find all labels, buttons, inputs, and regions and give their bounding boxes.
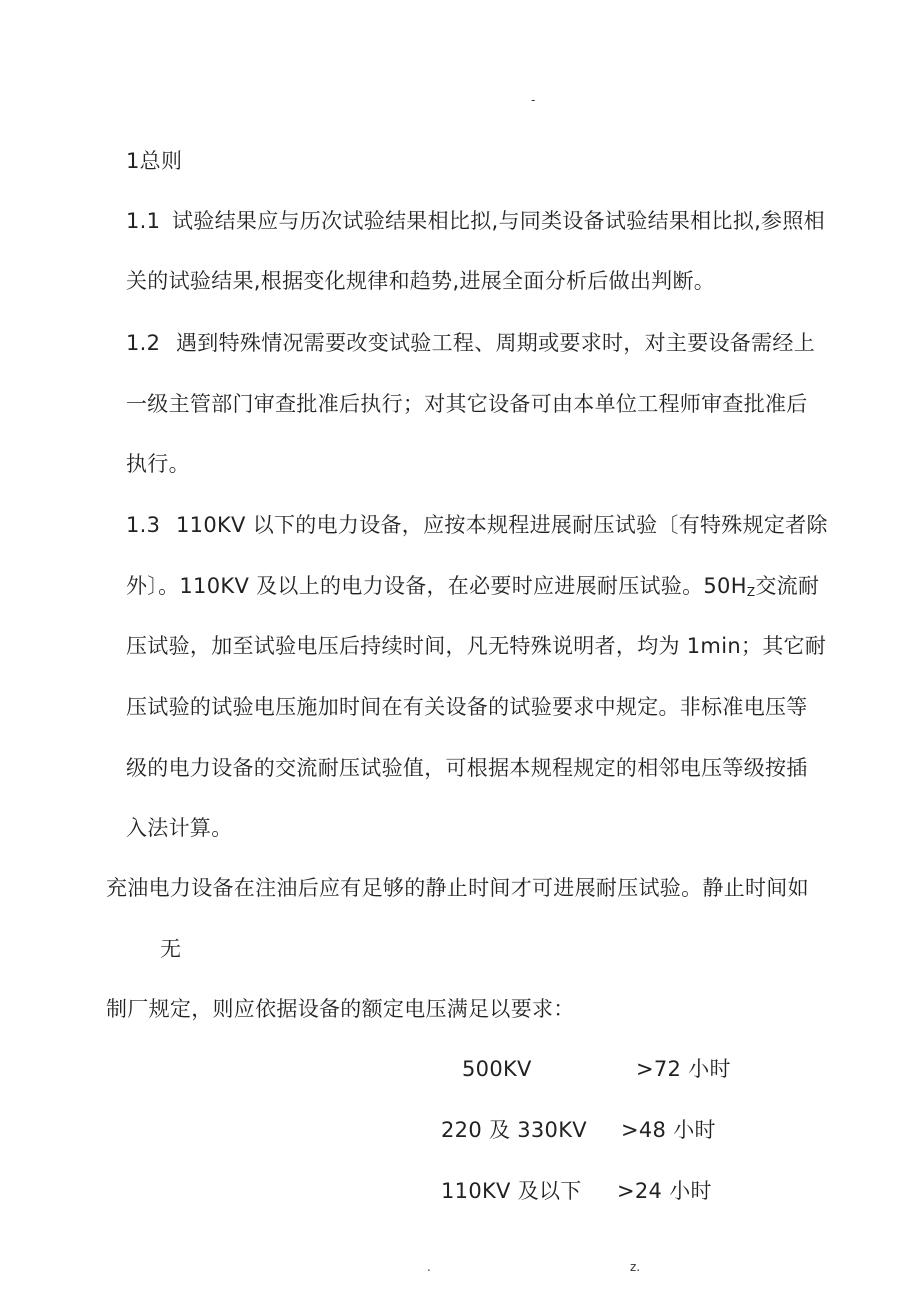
clause-1-3-line-3: 压试验，加至试验电压后持续时间，凡无特殊说明者，均为 1min；其它耐: [126, 634, 827, 658]
clause-1-3-line-2: [126, 573, 819, 605]
clause-1-1-line-1: 试验结果应与历次试验结果相比拟,与同类设备试验结果相比拟,参照相: [172, 209, 825, 233]
clause-1-2-line-3: 执行。: [126, 452, 190, 476]
standing-time-voltage-1: 500KV: [462, 1057, 532, 1081]
footer-mark-left: .: [427, 1260, 431, 1274]
frequency-subscript: Z: [746, 585, 756, 599]
section-title: 1总则: [126, 149, 183, 173]
clause-1-3-line-2-text: 外〕。110KV 及以上的电力设备，在必要时应进展耐压试验。50H: [126, 574, 747, 598]
oil-paragraph-line-1: 充油电力设备在注油后应有足够的静止时间才可进展耐压试验。静止时间如: [106, 876, 809, 900]
oil-paragraph-line-3: 制厂规定，则应依据设备的额定电压满足以要求：: [106, 997, 575, 1021]
standing-time-hours-1: >72 小时: [636, 1057, 731, 1081]
clause-1-2-number: 1.2: [126, 331, 161, 355]
footer-mark-right: z.: [630, 1260, 641, 1274]
oil-paragraph-line-2: 无: [160, 937, 182, 961]
clause-1-2-line-2: 一级主管部门审查批准后执行；对其它设备可由本单位工程师审查批准后: [126, 392, 808, 416]
clause-1-3-line-2-tail: 交流耐: [755, 574, 820, 598]
clause-1-3-line-1: 110KV 以下的电力设备，应按本规程进展耐压试验〔有特殊规定者除: [176, 513, 828, 537]
header-mark: -: [531, 93, 536, 107]
clause-1-3-line-4: 压试验的试验电压施加时间在有关设备的试验要求中规定。非标准电压等: [126, 695, 808, 719]
standing-time-hours-2: >48 小时: [621, 1118, 716, 1142]
clause-1-3-number: 1.3: [126, 513, 161, 537]
clause-1-1-number: 1.1: [126, 209, 161, 233]
standing-time-hours-3: >24 小时: [617, 1179, 712, 1203]
clause-1-3-line-5: 级的电力设备的交流耐压试验值，可根据本规程规定的相邻电压等级按插: [126, 756, 808, 780]
clause-1-2-line-1: 遇到特殊情况需要改变试验工程、周期或要求时，对主要设备需经上: [176, 331, 815, 355]
standing-time-voltage-2: 220 及 330KV: [441, 1118, 587, 1142]
clause-1-3-line-6: 入法计算。: [126, 816, 233, 840]
clause-1-1-line-2: 关的试验结果,根据变化规律和趋势,进展全面分析后做出判断。: [126, 269, 716, 293]
standing-time-voltage-3: 110KV 及以下: [441, 1179, 582, 1203]
